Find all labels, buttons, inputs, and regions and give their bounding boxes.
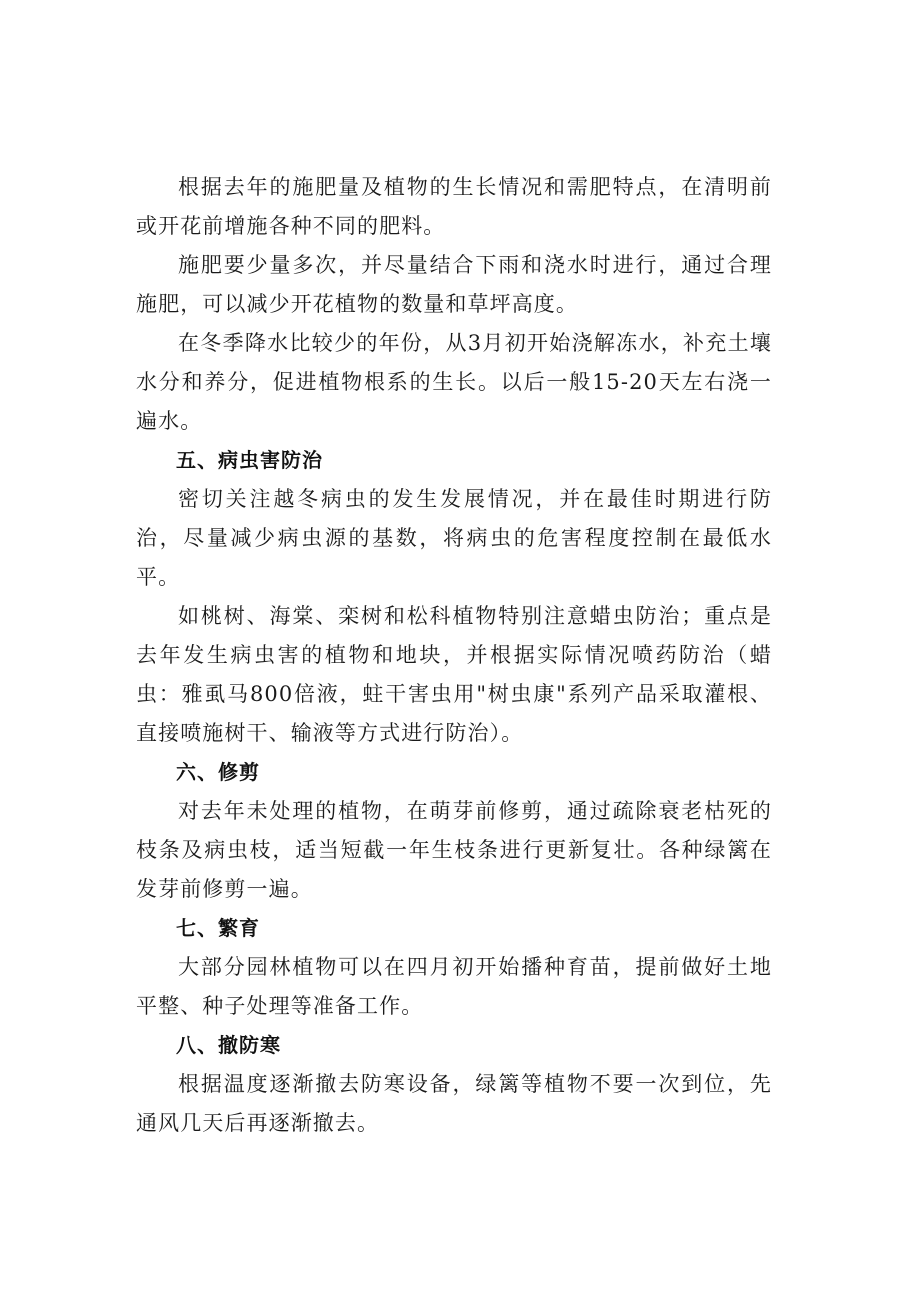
section-heading-pruning: 六、修剪 [176,760,260,784]
paragraph-pruning: 对去年未处理的植物，在萌芽前修剪，通过疏除衰老枯死的枝条及病虫枝，适当短截一年生枝条进行更新复壮。各种绿篱在发芽前修剪一遍。 [136,799,772,901]
document-body [136,168,772,1143]
paragraph-propagation: 大部分园林植物可以在四月初开始播种育苗，提前做好土地平整、种子处理等准备工作。 [136,955,772,1018]
section-heading-propagation: 七、繁育 [176,916,260,940]
paragraph-pest-treatment: 如桃树、海棠、栾树和松科植物特别注意蜡虫防治；重点是去年发生病虫害的植物和地块，并根据实际情况喷药防治（蜡虫：雅虱马800倍液，蛀干害虫用"树虫康"系列产品采取灌根、直接喷施树干、输液等方式进行防治）。 [136,604,772,745]
paragraph-remove-cold-protection: 根据温度逐渐撤去防寒设备，绿篱等植物不要一次到位，先通风几天后再逐渐撤去。 [136,1072,772,1135]
paragraph-fertilizer-plan: 根据去年的施肥量及植物的生长情况和需肥特点，在清明前或开花前增施各种不同的肥料。 [136,175,772,238]
section-heading-remove-cold-protection: 八、撤防寒 [176,1033,281,1057]
paragraph-fertilizer-method: 施肥要少量多次，并尽量结合下雨和浇水时进行，通过合理施肥，可以减少开花植物的数量和草坪高度。 [136,253,772,316]
paragraph-watering: 在冬季降水比较少的年份，从3月初开始浇解冻水，补充土壤水分和养分，促进植物根系的生长。以后一般15-20天左右浇一遍水。 [136,331,772,433]
section-heading-pest-control: 五、病虫害防治 [176,448,323,472]
paragraph-pest-monitoring: 密切关注越冬病虫的发生发展情况，并在最佳时期进行防治，尽量减少病虫源的基数，将病虫的危害程度控制在最低水平。 [136,487,772,589]
